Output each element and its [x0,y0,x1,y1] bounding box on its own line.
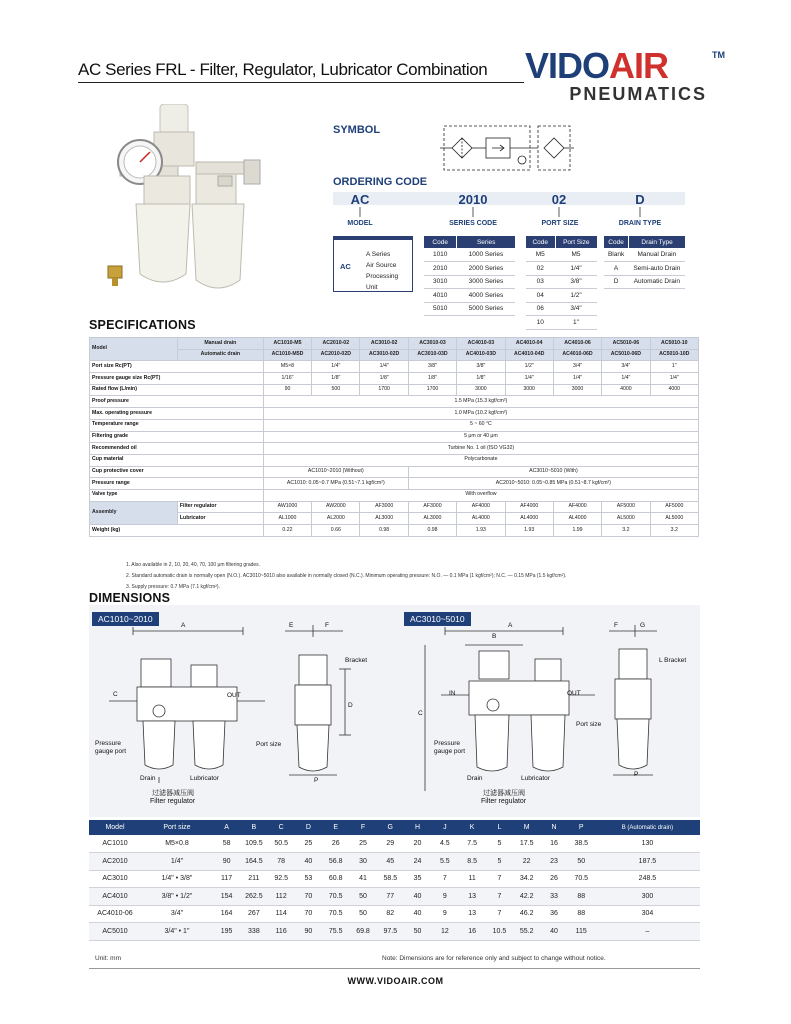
table-cell: 262.5 [240,888,267,906]
code-port: 02 [551,192,567,207]
reference-note: Note: Dimensions are for reference only and subject to change without notice. [382,955,606,962]
dimensions-heading: DIMENSIONS [89,591,171,605]
table-cell: AC4010 [89,888,141,906]
table-cell: 70.5 [322,905,349,923]
logo-trademark: TM [712,50,725,60]
table-cell: 115 [568,923,595,941]
table-cell: 248.5 [595,870,700,888]
code-series: 2010 [458,192,488,207]
table-cell: 338 [240,923,267,941]
table-cell: 50 [568,853,595,871]
specifications-heading: SPECIFICATIONS [89,318,196,332]
table-cell: 69.8 [349,923,376,941]
table-cell: 70 [295,888,322,906]
table-cell: 40 [540,923,567,941]
table-cell: 7 [486,870,513,888]
table-cell: 70.5 [568,870,595,888]
table-cell: 50.5 [268,835,295,853]
table-cell: 164 [213,905,240,923]
dim-label-out-right: OUT [567,690,581,697]
table-cell: 97.5 [377,923,404,941]
dim-label-port-size-right: Port size [576,721,602,728]
table-row [89,888,700,906]
table-cell: 40 [404,905,431,923]
table-cell: 26 [322,835,349,853]
table-cell: 46.2 [513,905,540,923]
dim-label-in: IN [449,690,456,697]
table-cell: 88 [568,888,595,906]
drain-type-table: Code Drain Type Blank Manual Drain A Semi-auto Drain D Automatic Drain [603,236,685,289]
dim-label-a-right: A [508,622,513,629]
table-cell: 7 [486,905,513,923]
model-code: AC [340,262,351,271]
table-cell: 164.5 [240,853,267,871]
dim-label-l-bracket: L Bracket [659,657,687,664]
table-cell: 3/8" • 1/2" [141,888,213,906]
vidoair-logo [525,45,725,112]
dim-label-c: C [113,691,118,698]
table-cell: 17.5 [513,835,540,853]
dim-label-gauge-port-left: Pressure gauge port [95,740,127,755]
table-cell: 304 [595,905,700,923]
label-port-size: PORT SIZE [541,220,579,227]
table-cell: AC2010 [89,853,141,871]
table-cell: 34.2 [513,870,540,888]
table-cell: 7 [486,888,513,906]
table-cell: 30 [349,853,376,871]
port-size-table: Code Port Size M5 M5 02 1/4" 03 3/8" 04 1/2" 06 3/4" 10 1" [525,236,597,330]
dimension-line-drawings [89,605,700,817]
table-cell: 70 [295,905,322,923]
symbol-heading: SYMBOL [333,124,381,136]
table-cell: 24 [404,853,431,871]
page-title: AC Series FRL - Filter, Regulator, Lubricator Combination [78,60,488,79]
table-cell: 13 [458,888,485,906]
table-cell: 3/4" • 1" [141,923,213,941]
frl-unit-photo [104,104,280,300]
code-model: AC [350,192,370,207]
table-cell: 5.5 [431,853,458,871]
table-cell: 50 [349,905,376,923]
table-cell: 90 [213,853,240,871]
table-cell: 58.5 [377,870,404,888]
table-row [89,923,700,941]
table-cell: 40 [404,888,431,906]
table-cell: 23 [540,853,567,871]
table-cell: 9 [431,888,458,906]
table-cell: AC5010 [89,923,141,941]
dim-label-f-right: F [614,622,618,629]
dim-label-port-size-left: Port size [256,741,282,748]
footer-divider [89,968,700,969]
table-cell: AC3010 [89,870,141,888]
dim-label-drain-right: Drain [467,775,483,782]
logo-subtitle: PNEUMATICS [569,84,707,104]
table-cell: 25 [349,835,376,853]
dim-label-drain-left: Drain [140,775,156,782]
table-cell: 130 [595,835,700,853]
table-cell: AC1010 [89,835,141,853]
table-cell: 60.8 [322,870,349,888]
table-cell: 56.8 [322,853,349,871]
dim-label-g: G [640,622,646,629]
unit-note: Unit: mm [95,955,121,962]
table-cell: 42.2 [513,888,540,906]
table-cell: 70.5 [322,888,349,906]
dim-label-out-left: OUT [227,692,241,699]
table-cell: 7.5 [458,835,485,853]
table-cell: 75.5 [322,923,349,941]
table-cell: 8.5 [458,853,485,871]
tag-ac3010-5010: AC3010~5010 [404,612,471,626]
dim-label-gauge-port-right: Pressure gauge port [434,740,466,755]
specifications-table: Model Manual drain AC1010-M5 AC2010-02 AC3010-02 AC3010-03 AC4010-03 AC4010-04 AC4010-06 AC5010-06 AC5010-10 Automatic drain AC1010-M5D AC2010-02D AC3010-02D AC3010-03D AC4010-03D AC4010-04D AC4010-06D AC5010-06D AC5010-10D Port size Rc(PT) M5×8 1/4" 1/4" 3/8" 3/8" 1/2" 3/4" 3/4" 1" Pressure gauge size Rc(PT) 1/16" 1/8" 1/8" 1/8" 1/8" 1/4" 1/4" 1/4" 1/4" Rated flow (L/min) 90 500 1700 1700 3000 3000 3000 4000 4000 Proof pressure 1.5 MPa (15.3 kgf/cm²) Max. operating pressure 1.0 MPa (10.2 kgf/cm²) Temperature range 5 ~ 60 °C Filtering grade 5 μm or 40 μm Recommended oil Turbine No. 1 oil (ISO VG32) Cup material Polycarbonate Cup protective cover AC1010~2010 (Without) AC3010~5010 (With) Pressure range AC1010: 0.05~0.7 MPa (0.51~7.1 kgf/cm²) AC2010~5010: 0.05~0.85 MPa (0.51~8.7 kgf/cm²) Valve type With overflow Assembly Filter regulator AW1000 AW2000 AF3000 AF3000 AF4000 AF4000 AF4000 AF5000 AF5000 Lubricator AL1000 AL2000 AL3000 AL3000 AL4000 AL4000 AL4000 AL5000 AL5000 Weight (kg) 0.22 0.66 0.98 0.98 1.93 1.93 1.99 3.2 3.2 [89,337,699,537]
table-cell: 53 [295,870,322,888]
table-cell: 77 [377,888,404,906]
dim-label-bracket: Bracket [345,657,368,664]
table-cell: 116 [268,923,295,941]
dim-label-c-right: C [418,710,423,717]
table-cell: 50 [404,923,431,941]
table-cell: 29 [377,835,404,853]
table-cell: 16 [540,835,567,853]
table-cell: 300 [595,888,700,906]
table-cell: 267 [240,905,267,923]
table-cell: 109.5 [240,835,267,853]
table-cell: 88 [568,905,595,923]
dim-label-d: D [348,702,353,709]
table-cell: 10.5 [486,923,513,941]
caption-cn-left: 过滤器减压阀 [152,790,194,797]
table-cell: 41 [349,870,376,888]
table-cell: 1/4" [141,853,213,871]
table-cell: 90 [295,923,322,941]
table-cell: 35 [404,870,431,888]
table-cell: 195 [213,923,240,941]
caption-cn-right: 过滤器减压阀 [483,790,525,797]
dim-label-f-left: F [325,622,329,629]
table-cell: 26 [540,870,567,888]
table-cell: 20 [404,835,431,853]
website-url[interactable]: WWW.VIDOAIR.COM [347,976,444,986]
table-cell: 5 [486,835,513,853]
table-cell: 33 [540,888,567,906]
label-drain-type: DRAIN TYPE [618,220,662,227]
dim-label-b: B [492,633,497,640]
table-cell: 7 [431,870,458,888]
table-cell: 38.5 [568,835,595,853]
tag-ac1010-2010: AC1010~2010 [92,612,159,626]
table-cell: 50 [349,888,376,906]
table-cell: 11 [458,870,485,888]
table-cell: 55.2 [513,923,540,941]
caption-en-left: Filter regulator [150,798,196,805]
table-row [89,835,700,853]
title-divider [78,82,524,83]
dimensions-table: Model Port size A B C D E F G H J K L M N P B (Automatic drain) AC1010 M5×0.8 58 109.5 50.5 25 26 25 29 20 4.5 7.5 5 17.5 16 38.5 130 AC2010 1/4" 90 164.5 78 40 56.8 30 45 24 5.5 8.5 5 22 23 50 187.5 AC3010 1/4" • 3/8" 117 211 92.5 53 60.8 41 58.5 35 7 11 7 34.2 26 70.5 248.5 AC4010 3/8" • 1/2" 154 262.5 112 70 70.5 50 77 40 9 13 7 42.2 33 88 300 AC4010-06 3/4" 164 267 114 70 70.5 50 82 40 9 13 7 46.2 36 88 304 AC5010 3/4" • 1" 195 338 116 90 75.5 69.8 97.5 50 12 16 10.5 55.2 40 115 – [89,820,700,941]
dim-label-p-left: P [314,777,319,784]
series-code-table: Code Series 1010 1000 Series 2010 2000 Series 3010 3000 Series 4010 4000 Series 5010 5000 Series [423,236,515,316]
code-drain: D [635,192,645,207]
table-cell: 114 [268,905,295,923]
table-cell: 40 [295,853,322,871]
table-cell: 82 [377,905,404,923]
ordering-code-heading: ORDERING CODE [333,176,428,188]
table-cell: 13 [458,905,485,923]
table-cell: 25 [295,835,322,853]
table-cell: AC4010-06 [89,905,141,923]
table-cell: 78 [268,853,295,871]
model-description: A Series Air Source Processing Unit [366,251,399,291]
table-cell: 22 [513,853,540,871]
table-cell: 211 [240,870,267,888]
table-cell: 3/4" [141,905,213,923]
table-cell: 154 [213,888,240,906]
table-cell: 5 [486,853,513,871]
table-cell: M5×0.8 [141,835,213,853]
pneumatic-symbol [440,122,574,174]
label-model: MODEL [347,220,373,227]
caption-en-right: Filter regulator [481,798,527,805]
code-connectors [333,205,685,219]
table-row [89,870,700,888]
table-cell: 36 [540,905,567,923]
dim-label-lubricator-left: Lubricator [190,775,219,782]
table-cell: 112 [268,888,295,906]
table-row [89,905,700,923]
table-row [89,853,700,871]
model-box [333,236,413,292]
dim-label-a: A [181,622,186,629]
logo-brand-a: VIDO [525,45,610,86]
table-cell: 16 [458,923,485,941]
spec-notes: 1. Also available in 2, 10, 20, 40, 70, 100 μm filtering grades. 2. Standard automatic drain is normally open (N.O.). AC3010~5010 also available in normally closed (N.C.). Minimum operating pressure: N.O. — 0.1 MPa (1 kgf/cm²); N.C. — 0.15 MPa (1.5 kgf/cm²). 3. Supply pressure: 0.7 MPa (7.1 kgf/cm²). [126,562,567,590]
dim-label-e: E [289,622,294,629]
table-cell: 45 [377,853,404,871]
table-cell: 1/4" • 3/8" [141,870,213,888]
dim-label-lubricator-right: Lubricator [521,775,550,782]
dim-label-p-right: P [634,771,639,778]
logo-brand-b: AIR [609,45,669,86]
table-cell: 92.5 [268,870,295,888]
table-cell: 9 [431,905,458,923]
table-cell: 117 [213,870,240,888]
table-cell: 4.5 [431,835,458,853]
table-cell: – [595,923,700,941]
table-cell: 58 [213,835,240,853]
table-cell: 187.5 [595,853,700,871]
label-series-code: SERIES CODE [449,220,497,227]
table-cell: 12 [431,923,458,941]
